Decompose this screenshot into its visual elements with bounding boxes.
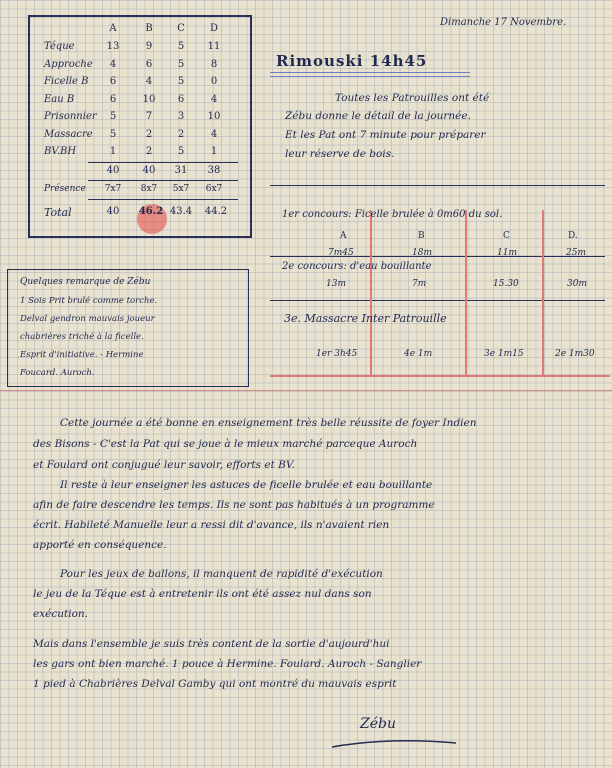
score-row: [30, 94, 250, 112]
grid-rule: [270, 300, 605, 301]
contest2-time: 15.30: [493, 279, 519, 289]
score-cell: 8: [210, 58, 218, 70]
score-cell: 2: [177, 128, 185, 140]
totals-cell: 38: [207, 165, 221, 176]
remark-line: 1 Sois Prit brulé comme torche.: [20, 296, 158, 306]
contest-letter: C: [503, 231, 510, 241]
score-cell: 5: [177, 76, 185, 87]
remarks-title: Quelques remarque de Zébu: [20, 277, 151, 287]
grid-column-rule: [370, 210, 372, 375]
contest3-place: 4e 1m: [404, 349, 433, 359]
score-cell: 6: [109, 93, 117, 105]
score-cell: 4: [145, 76, 153, 87]
body-line: les gars ont bien marché. 1 pouce à Hermine. Foulard. Auroch - Sanglier: [33, 658, 422, 670]
total-cell: 40: [106, 206, 120, 217]
total-row: [30, 206, 250, 224]
total-cell: 46.2: [138, 206, 164, 217]
score-cell: 5: [177, 146, 185, 157]
score-cell: 9: [145, 41, 153, 52]
score-row: [30, 129, 250, 147]
presence-cell: 8x7: [140, 184, 158, 194]
grid-bottom-rule: [270, 375, 610, 377]
title-underline: [270, 76, 470, 77]
contest-letter: D.: [568, 231, 578, 241]
remarks-box: [7, 269, 249, 387]
grid-rule: [270, 256, 605, 257]
score-cell: 2: [145, 128, 153, 140]
score-cell: 5: [177, 58, 185, 70]
signature-flourish: [330, 735, 460, 751]
contest3-place: 2e 1m30: [555, 349, 595, 359]
score-row: [30, 76, 250, 94]
title-underline: [270, 72, 470, 73]
score-cell: 5: [109, 128, 117, 140]
presence-cell: 6x7: [205, 184, 223, 194]
date: Dimanche 17 Novembre.: [440, 17, 567, 28]
signature: Zébu: [360, 716, 396, 732]
body-line: des Bisons - C'est la Pat qui se joue à le mieux marché parceque Auroch: [33, 438, 418, 450]
contest3-place: 1er 3h45: [316, 349, 358, 359]
intro-line: Et les Pat ont 7 minute pour préparer: [285, 129, 486, 141]
body-line: Il reste à leur enseigner les astuces de ficelle brulée et eau bouillante: [60, 479, 433, 491]
remark-line: Delval gendron mauvais joueur: [20, 314, 155, 324]
contest2-time: 7m: [412, 279, 427, 289]
score-cell: 5: [177, 41, 185, 52]
score-cell: 4: [210, 93, 218, 105]
score-header: [30, 23, 250, 41]
contest-letter: A: [340, 231, 347, 241]
column-header: D: [209, 23, 219, 34]
body-line: Mais dans l'ensemble je suis très content de la sortie d'aujourd'hui: [33, 638, 390, 650]
body-line: afin de faire descendre les temps. Ils ne sont pas habitués à un programme: [33, 499, 435, 511]
totals-cell: 40: [142, 165, 156, 176]
body-line: et Foulard ont conjugué leur savoir, efforts et BV.: [33, 459, 295, 471]
contest2-time: 30m: [567, 279, 587, 289]
presence-cell: 5x7: [172, 184, 190, 194]
score-cell: 4: [210, 128, 218, 140]
column-header: A: [109, 23, 117, 34]
score-cell: 13: [106, 41, 120, 52]
contest2-heading: 2e concours: d'eau bouillante: [282, 261, 432, 272]
contest2-time: 13m: [326, 279, 346, 289]
body-line: écrit. Habileté Manuelle leur a ressi dit d'avance, ils n'avaient rien: [33, 519, 390, 531]
sum-rule: [88, 199, 238, 200]
score-cell: 0: [210, 76, 218, 87]
score-cell: 6: [145, 58, 153, 70]
body-line: 1 pied à Chabrières Delval Gamby qui ont montré du mauvais esprit: [33, 678, 397, 690]
intro-line: Toutes les Patrouilles ont été: [335, 92, 490, 104]
page-title: Rimouski 14h45: [276, 52, 428, 70]
score-row: [30, 111, 250, 129]
remark-line: Foucard. Auroch.: [20, 368, 95, 378]
score-cell: 6: [109, 76, 117, 87]
score-row-label: BV.BH: [44, 146, 77, 157]
body-line: apporté en conséquence.: [33, 539, 167, 551]
grid-rule: [270, 185, 605, 186]
body-line: Cette journée a été bonne en enseignement très belle réussite de foyer Indien: [60, 417, 477, 429]
intro-line: leur réserve de bois.: [285, 148, 395, 160]
contest1-time: 11m: [497, 248, 517, 258]
red-margin-line: [0, 390, 612, 391]
remark-line: chabrières triché à la ficelle.: [20, 332, 144, 342]
remark-line: Esprit d'initiative. - Hermine: [20, 350, 144, 360]
contest3-place: 3e 1m15: [484, 349, 524, 359]
contest1-time: 25m: [566, 248, 586, 258]
total-cell: 44.2: [204, 206, 228, 217]
sum-rule: [88, 162, 238, 163]
body-line: exécution.: [33, 608, 88, 620]
column-header: C: [177, 23, 185, 34]
score-row-label: Téque: [44, 41, 75, 52]
totals-cell: 31: [174, 165, 188, 176]
contest3-heading: 3e. Massacre Inter Patrouille: [284, 312, 447, 325]
totals-cell: 40: [106, 165, 120, 176]
score-cell: 10: [207, 111, 221, 122]
score-cell: 1: [109, 146, 117, 157]
grid-column-rule: [542, 210, 544, 375]
score-cell: 1: [210, 146, 218, 157]
intro-line: Zébu donne le détail de la journée.: [285, 110, 471, 122]
score-cell: 3: [177, 111, 185, 122]
grid-column-rule: [465, 210, 467, 375]
column-header: B: [145, 23, 153, 34]
presence-label: Présence: [44, 184, 86, 194]
contest1-heading: 1er concours: Ficelle brulée à 0m60 du sol.: [282, 209, 503, 220]
score-row: [30, 59, 250, 77]
contest-letter: B: [418, 231, 425, 241]
score-table: [28, 15, 252, 238]
score-cell: 11: [207, 41, 221, 52]
score-row-label: Ficelle B: [44, 76, 89, 87]
total-cell: 43.4: [169, 206, 193, 217]
score-cell: 5: [109, 111, 117, 122]
score-row-label: Prisonnier: [44, 111, 97, 122]
presence-cell: 7x7: [104, 184, 122, 194]
score-cell: 2: [145, 146, 153, 157]
score-cell: 6: [177, 93, 185, 105]
score-cell: 10: [142, 93, 156, 105]
body-line: le jeu de la Téque est à entretenir ils ont été assez nul dans son: [33, 588, 372, 600]
score-row-label: Eau B: [44, 93, 75, 105]
score-row-label: Massacre: [44, 128, 93, 140]
score-cell: 7: [145, 111, 153, 122]
score-row-label: Approche: [44, 58, 93, 70]
score-cell: 4: [109, 58, 117, 70]
body-line: Pour les jeux de ballons, il manquent de rapidité d'exécution: [60, 568, 383, 580]
total-label: Total: [44, 206, 72, 219]
sum-rule: [88, 180, 238, 181]
contest1-time: 18m: [412, 248, 432, 258]
contest1-time: 7m45: [328, 248, 354, 258]
score-row: [30, 41, 250, 59]
